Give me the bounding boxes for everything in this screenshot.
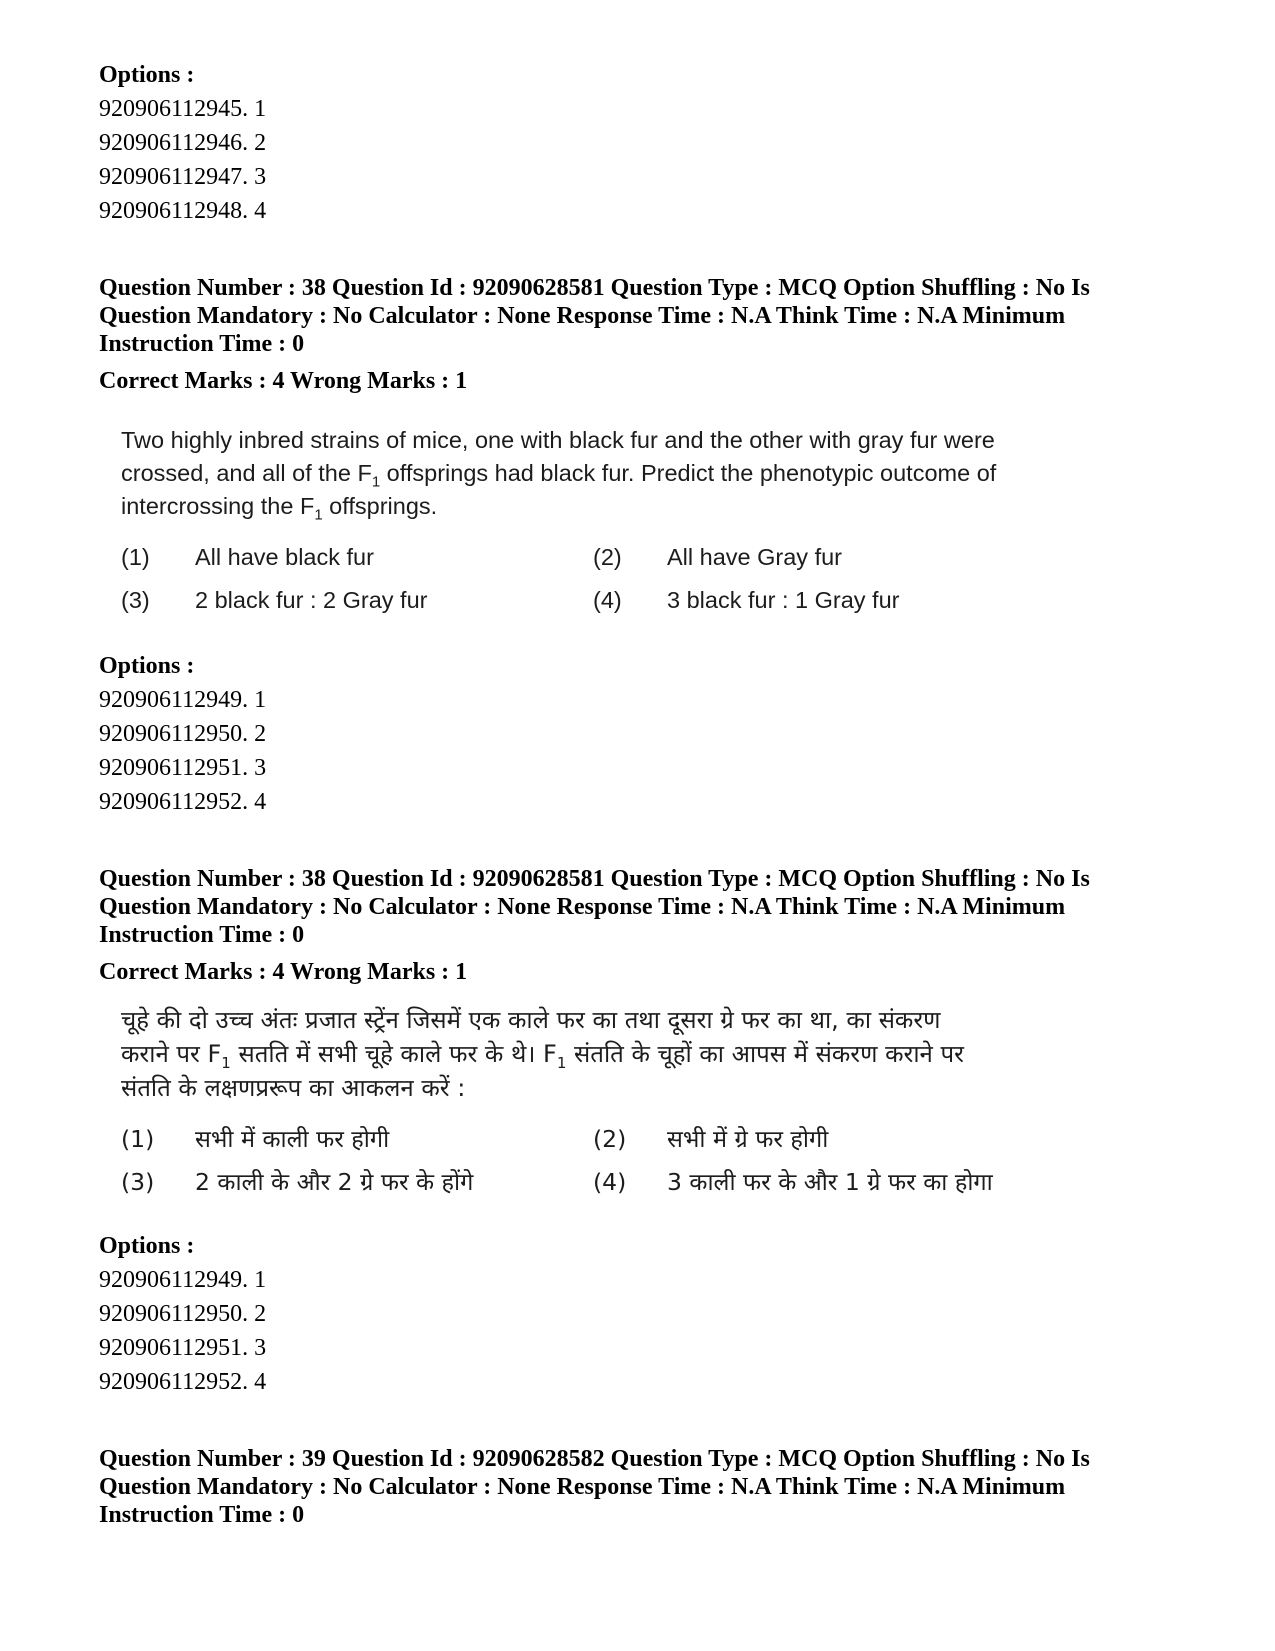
answer-choice: (2) सभी में ग्रे फर होगी [593,1125,829,1153]
question-meta-line: Question Mandatory : No Calculator : None Response Time : N.A Think Time : N.A Minimum [99,303,1066,329]
question-meta [99,274,1189,358]
question-meta-line: Instruction Time : 0 [99,1502,305,1528]
question-text [121,1003,1081,1105]
option-line: 920906112950. 2 [99,1301,267,1327]
question-text-line: चूहे की दो उच्च अंतः प्रजात स्ट्रेंन जिसमें एक काले फर का तथा दूसरा ग्रे फर का था, का संकरण [121,1006,941,1034]
question-38-hindi [99,865,1189,1399]
question-text-line: संतति के लक्षणप्ररूप का आकलन करें : [121,1074,466,1102]
options-block-prev [99,58,1189,228]
question-content [121,424,1081,617]
option-line: 920906112947. 3 [99,164,267,190]
option-line: 920906112950. 2 [99,721,267,747]
question-text [121,424,1081,523]
document-page [99,58,1189,1529]
question-text-line: intercrossing the $F_1$ offsprings. [121,493,438,524]
option-line: 920906112951. 3 [99,755,267,781]
option-line: 920906112949. 1 [99,1267,267,1293]
question-meta-line: Question Number : 38 Question Id : 92090628581 Question Type : MCQ Option Shuffling : No Is [99,275,1090,301]
question-text-line: कराने पर $F_1$ सतति में सभी चूहे काले फर के थे। $F_1$ संतति के चूहों का आपस में संकरण कराने पर [121,1040,964,1072]
answer-choices [121,1123,1081,1199]
question-38-english [99,274,1189,819]
question-text-line: Two highly inbred strains of mice, one with black fur and the other with gray fur were [121,427,995,453]
answer-choice: (3) 2 काली के और 2 ग्रे फर के होंगे [121,1168,474,1196]
answer-choice: (2) All have Gray fur [593,544,843,570]
question-meta-line: Instruction Time : 0 [99,922,305,948]
question-meta-line: Instruction Time : 0 [99,331,305,357]
question-meta-line: Question Number : 38 Question Id : 92090628581 Question Type : MCQ Option Shuffling : No Is [99,866,1090,892]
option-line: 920906112945. 1 [99,96,267,122]
answer-choice: (4) 3 black fur : 1 Gray fur [593,587,900,613]
option-line: 920906112946. 2 [99,130,267,156]
option-line: 920906112952. 4 [99,789,267,815]
options-title: Options : [99,62,195,88]
question-meta [99,1445,1189,1529]
answer-choices [121,541,1081,617]
question-39 [99,1445,1189,1529]
answer-choice: (3) 2 black fur : 2 Gray fur [121,587,428,613]
options-title: Options : [99,1233,195,1259]
answer-choice: (1) सभी में काली फर होगी [121,1125,390,1153]
option-line: 920906112949. 1 [99,687,267,713]
options-title: Options : [99,653,195,679]
question-meta-line: Question Mandatory : No Calculator : None Response Time : N.A Think Time : N.A Minimum [99,894,1066,920]
question-meta [99,865,1189,949]
question-meta-line: Question Number : 39 Question Id : 92090628582 Question Type : MCQ Option Shuffling : No Is [99,1446,1090,1472]
answer-choice: (4) 3 काली फर के और 1 ग्रे फर का होगा [593,1168,993,1196]
question-meta-line: Question Mandatory : No Calculator : None Response Time : N.A Think Time : N.A Minimum [99,1474,1066,1500]
option-line: 920906112948. 4 [99,198,267,224]
option-line: 920906112951. 3 [99,1335,267,1361]
question-marks: Correct Marks : 4 Wrong Marks : 1 [99,959,468,985]
question-marks: Correct Marks : 4 Wrong Marks : 1 [99,368,468,394]
answer-choice: (1) All have black fur [121,544,374,570]
question-text-line: crossed, and all of the $F_1$ offsprings had black fur. Predict the phenotypic outcome of [121,460,997,491]
option-line: 920906112952. 4 [99,1369,267,1395]
question-content [121,1003,1081,1199]
